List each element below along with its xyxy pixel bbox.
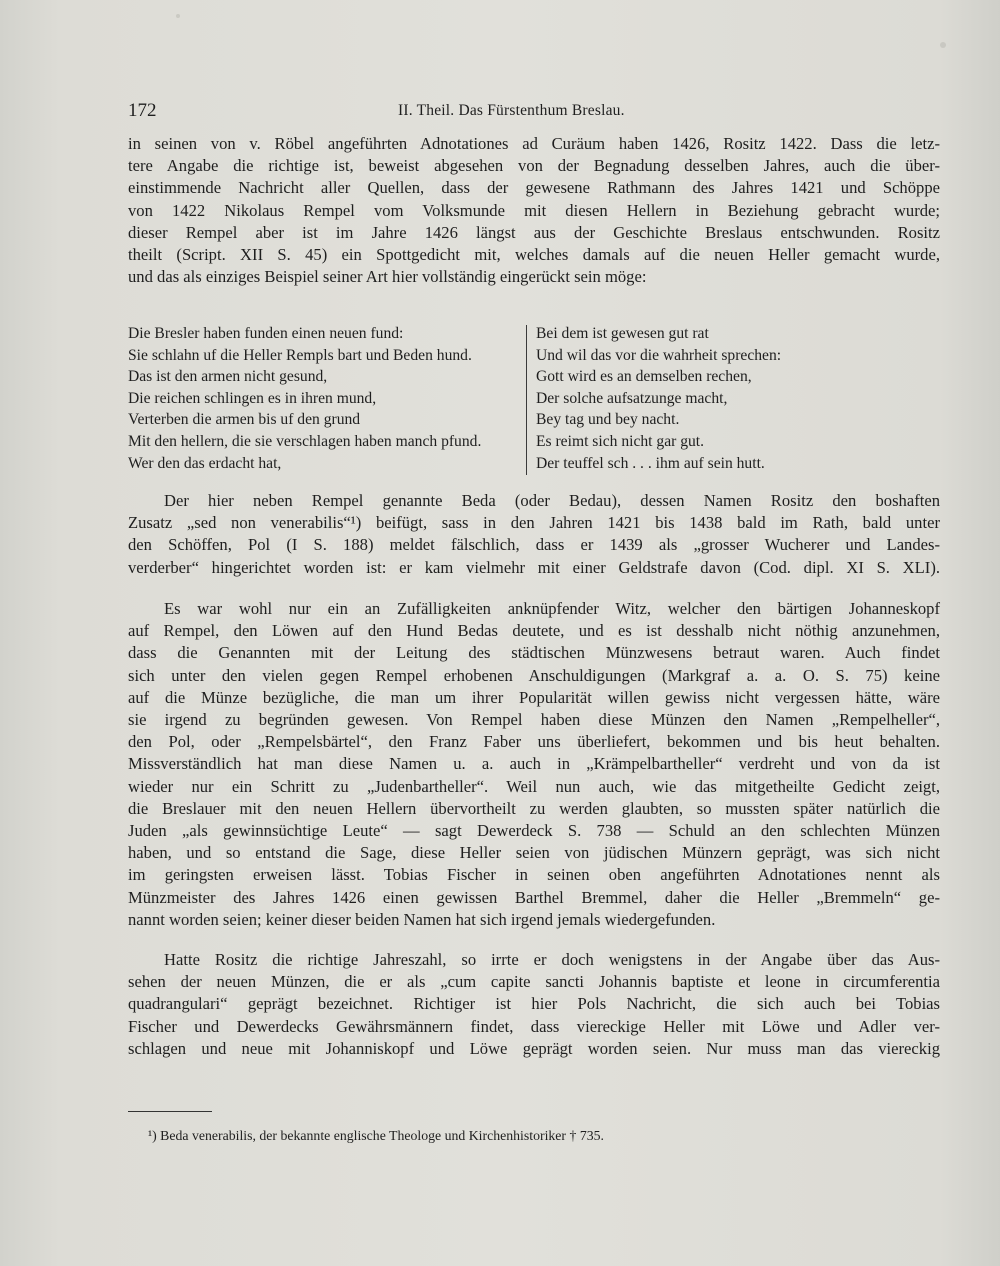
text-line: haben, und so entstand die Sage, diese Heller seien von jüdischen Münzern geprägt, was sich nicht	[128, 843, 940, 863]
poem-left-column	[128, 323, 526, 474]
text-line: wieder nur ein Schritt zu „Judenbartheller“. Weil nun auch, wie das mitgetheilte Gedicht zeigt,	[128, 776, 940, 796]
text-line: auf Rempel, den Löwen auf den Hund Bedas deutete, und es ist desshalb nicht nöthig anzunehmen,	[128, 621, 940, 641]
text-line: Juden „als gewinnsüchtige Leute“ — sagt Dewerdeck S. 738 — Schuld an den schlechten Münzen	[128, 821, 940, 841]
poem-line: Bei dem ist gewesen gut rat	[536, 325, 709, 342]
text-line: und das als einziges Beispiel seiner Art hier vollständig eingerückt sein möge:	[128, 267, 647, 287]
text-line: dass die Genannten mit der Leitung des städtischen Münzwesens betraut waren. Auch findet	[128, 643, 940, 663]
poem-column-divider	[526, 325, 527, 475]
text-line: sehen der neuen Münzen, die er als „cum capite sancti Johannis baptiste et leone in circumferentia	[128, 972, 940, 992]
paragraph-1	[128, 133, 940, 288]
scan-spot	[176, 14, 180, 18]
text-line: den Pol, oder „Rempelsbärtel“, den Franz Faber uns überliefert, bekommen und bis heut behalten.	[128, 732, 940, 752]
text-line: Fischer und Dewerdecks Gewährsmännern findet, dass viereckige Heller mit Löwe und Adler ver-	[128, 1016, 940, 1036]
text-line: den Schöffen, Pol (I S. 188) meldet fälschlich, dass er 1439 als „grosser Wucherer und Landes-	[128, 535, 940, 555]
text-line: nannt worden seien; keiner dieser beiden Namen hat sich irgend jemals wiedergefunden.	[128, 909, 716, 929]
text-line: Missverständlich hat man diese Namen u. a. auch in „Krämpelbartheller“ verdreht und von da ist	[128, 754, 940, 774]
poem-right-column	[536, 323, 940, 474]
poem-line: Verterben die armen bis uf den grund	[128, 411, 361, 429]
text-line: Es war wohl nur ein an Zufälligkeiten anknüpfender Witz, welcher den bärtigen Johanneskopf	[164, 599, 940, 618]
text-line: Zusatz „sed non venerabilis“¹) beifügt, sass in den Jahren 1421 bis 1438 bald im Rath, bald unter	[128, 513, 940, 533]
text-line: in seinen von v. Röbel angeführten Adnotationes ad Curäum haben 1426, Rositz 1422. Dass die letz-	[128, 134, 940, 153]
footnote-rule	[128, 1111, 212, 1112]
poem-line: Der solche aufsatzunge macht,	[536, 389, 728, 407]
text-line: theilt (Script. XII S. 45) ein Spottgedicht mit, welches damals auf die neuen Heller gemacht wurde,	[128, 245, 940, 265]
scan-spot	[940, 42, 946, 48]
text-line: auf die Münze bezügliche, die man um ihrer Popularität willen gewiss nicht vergessen hätte, wäre	[128, 687, 940, 707]
page-number: 172	[128, 100, 157, 121]
footnote: ¹) Beda venerabilis, der bekannte englische Theologe und Kirchenhistoriker † 735.	[148, 1128, 604, 1143]
text-line: Münzmeister des Jahres 1426 einen gewissen Barthel Bremmel, daher die Heller „Bremmeln“ ge-	[128, 887, 940, 907]
poem-line: Sie schlahn uf die Heller Rempls bart und Beden hund.	[128, 346, 472, 364]
text-line: Der hier neben Rempel genannte Beda (oder Bedau), dessen Namen Rositz den boshaften	[164, 491, 940, 510]
poem-line: Es reimt sich nicht gar gut.	[536, 432, 705, 450]
poem-line: Die reichen schlingen es in ihren mund,	[128, 389, 377, 407]
poem-line: Bey tag und bey nacht.	[536, 411, 680, 429]
text-line: von 1422 Nikolaus Rempel vom Volksmunde mit diesen Hellern in Beziehung gebracht wurde;	[128, 200, 940, 220]
text-line: sich unter den vielen gegen Rempel erhobenen Anschuldigungen (Markgraf a. a. O. S. 75) keine	[128, 665, 940, 685]
poem-line: Das ist den armen nicht gesund,	[128, 368, 328, 386]
text-line: Hatte Rositz die richtige Jahreszahl, so irrte er doch wenigstens in der Angabe über das Aus-	[164, 950, 940, 969]
poem-line: Die Bresler haben funden einen neuen fund:	[128, 325, 404, 342]
text-line: tere Angabe die richtige ist, beweist abgesehen von der Begnadung desselben Jahres, auch die über-	[128, 156, 940, 176]
text-line: quadrangulari“ geprägt bezeichnet. Richtiger ist hier Pols Nachricht, die sich auch bei Tobias	[128, 994, 940, 1014]
text-line: schlagen und neue mit Johanniskopf und Löwe geprägt worden seien. Nur muss man das viereckig	[128, 1038, 940, 1058]
text-line: einstimmende Nachricht aller Quellen, dass der gewesene Rathmann des Jahres 1421 und Schöppe	[128, 178, 940, 198]
text-line: die Breslauer mit den neuen Hellern übervortheilt zu werden glaubten, so mussten später natürlich die	[128, 798, 940, 818]
paragraph-3	[128, 598, 940, 931]
poem-line: Und wil das vor die wahrheit sprechen:	[536, 346, 782, 364]
paragraph-2	[128, 490, 940, 579]
paragraph-4	[128, 949, 940, 1060]
poem	[128, 323, 940, 479]
running-head: II. Theil. Das Fürstenthum Breslau.	[398, 102, 625, 119]
page-header	[128, 100, 940, 124]
poem-line: Wer den das erdacht hat,	[128, 454, 282, 472]
text-line: im geringsten erweisen lässt. Tobias Fischer in seinen oben angeführten Adnotationes nennt als	[128, 865, 940, 885]
poem-line: Gott wird es an demselben rechen,	[536, 368, 752, 386]
poem-line: Mit den hellern, die sie verschlagen haben manch pfund.	[128, 432, 482, 450]
text-line: verderber“ hingerichtet worden ist: er kam vielmehr mit einer Geldstrafe davon (Cod. dipl. XI S. XLI).	[128, 557, 940, 577]
text-line: sie irgend zu begründen gewesen. Von Rempel haben diese Münzen den Namen „Rempelheller“,	[128, 710, 940, 730]
poem-line: Der teuffel sch . . . ihm auf sein hutt.	[536, 454, 765, 472]
text-line: dieser Rempel aber ist im Jahre 1426 längst aus der Geschichte Breslaus entschwunden. Rositz	[128, 222, 940, 242]
